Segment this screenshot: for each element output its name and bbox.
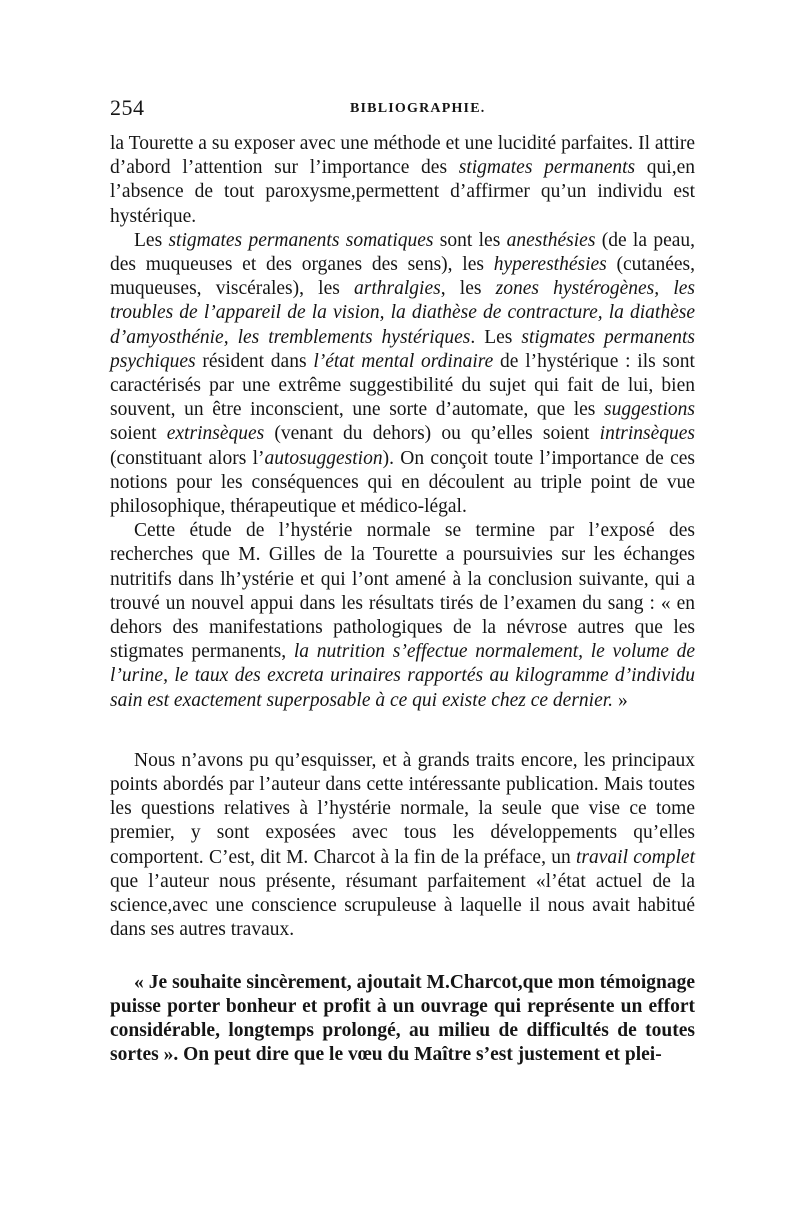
italic-text: l’état mental ordinaire xyxy=(313,350,494,372)
paragraph xyxy=(110,971,695,1068)
italic-text: travail complet xyxy=(576,846,695,868)
italic-text: autosuggestion xyxy=(264,447,383,469)
text-run: » xyxy=(613,689,628,711)
text-run: que l’auteur nous présente, résumant parfaitement «l’état actuel de la science,avec une conscience scrupuleuse à laquelle il nous avait habitué dans ses autres travaux. xyxy=(110,870,695,941)
text-run: soient xyxy=(110,423,167,445)
italic-text: intrinsèques xyxy=(599,423,695,445)
text-run: sont les xyxy=(433,229,507,251)
italic-text: la nutrition s’effectue normalement, le volume de l’urine, le taux des excreta urinaires rapportés au kilogramme d’individu sain est exactement superposable à ce qui existe chez ce dernier. xyxy=(110,641,695,711)
text-run: (de la peau, des muqueuses et des organes des sens), les xyxy=(110,229,696,276)
paragraph xyxy=(110,132,695,229)
italic-text: stigmates permanents xyxy=(458,157,636,179)
text-run: résident dans xyxy=(195,350,314,372)
italic-text: hyperesthésies xyxy=(493,254,607,276)
text-run: (constituant alors l’ xyxy=(110,447,265,469)
page-header xyxy=(110,95,695,125)
text-run: . Les xyxy=(470,326,522,348)
text-run: (cutanées, muqueuses, viscérales), les xyxy=(110,254,695,300)
text-run: Cette étude de l’hystérie normale se termine par l’exposé des recherches que M. Gilles de la Tourette a poursuivies sur les échanges nutritifs dans lh’ystérie et qui l’ont amené à la conclusion suivante, qui a trouvé un nouvel appui dans les résultats tirés de l’examen du sang : « en dehors des manifestations pathologiques de la névrose autres que les stigmates permanents, xyxy=(110,520,695,663)
text-run: Nous n’avons pu qu’esquisser, et à grands traits encore, les principaux points abordés par l’auteur dans cette intéressante publication. Mais toutes les questions relatives à l’hystérie normale, la seule que vise ce tome premier, y sont exposées avec tous les développements qu’elles comportent. C’est, dit M. Charcot à la fin de la préface, un xyxy=(110,749,695,868)
italic-text: stigmates permanents somatiques xyxy=(168,229,434,251)
text-run: , les xyxy=(440,278,496,300)
paragraph xyxy=(110,519,695,713)
text-run: ). On conçoit toute l’importance de ces notions pour les conséquences qui en découlent au triple point de vue philosophique, thérapeutique et médico-légal. xyxy=(110,447,695,518)
italic-text: anesthésies xyxy=(506,229,596,251)
italic-text: extrinsèques xyxy=(166,423,265,445)
italic-text: arthralgies xyxy=(354,278,441,300)
text-run: de l’hystérique : ils sont caractérisés par une extrême suggestibilité du sujet qui fait de lui, bien souvent, un être inconscient, une sorte d’automate, que les xyxy=(110,350,695,421)
paragraph xyxy=(110,749,695,943)
text-run: la Tourette a su exposer avec une méthode et une lucidité parfaites. Il attire d’abord l’attention sur l’importance des xyxy=(110,133,695,179)
page-number: 254 xyxy=(110,95,145,120)
italic-text: zones hystérogènes, les troubles de l’appareil de la vision, la diathèse de contracture, la diathèse d’amyosthénie, les tremblements hystériques xyxy=(110,278,695,348)
text-run: « Je souhaite sincèrement, ajoutait M.Charcot,que mon témoignage puisse porter bonheur et profit à un ouvrage qui représente un effort considérable, longtemps prolongé, au milieu de difficultés de toutes sortes ». On peut dire que le vœu du Maître s’est justement et plei- xyxy=(110,971,695,1066)
italic-text: suggestions xyxy=(603,399,695,421)
running-title: BIBLIOGRAPHIE. xyxy=(350,101,486,116)
paragraph xyxy=(110,229,695,519)
text-run: (venant du dehors) ou qu’elles soient xyxy=(264,423,600,445)
text-run: qui,en l’absence de tout paroxysme,permettent d’affirmer qu’un individu est hystérique. xyxy=(110,157,696,227)
text-run: Les xyxy=(134,229,169,251)
italic-text: stigmates permanents psychiques xyxy=(110,326,695,372)
body-text xyxy=(110,132,695,1067)
